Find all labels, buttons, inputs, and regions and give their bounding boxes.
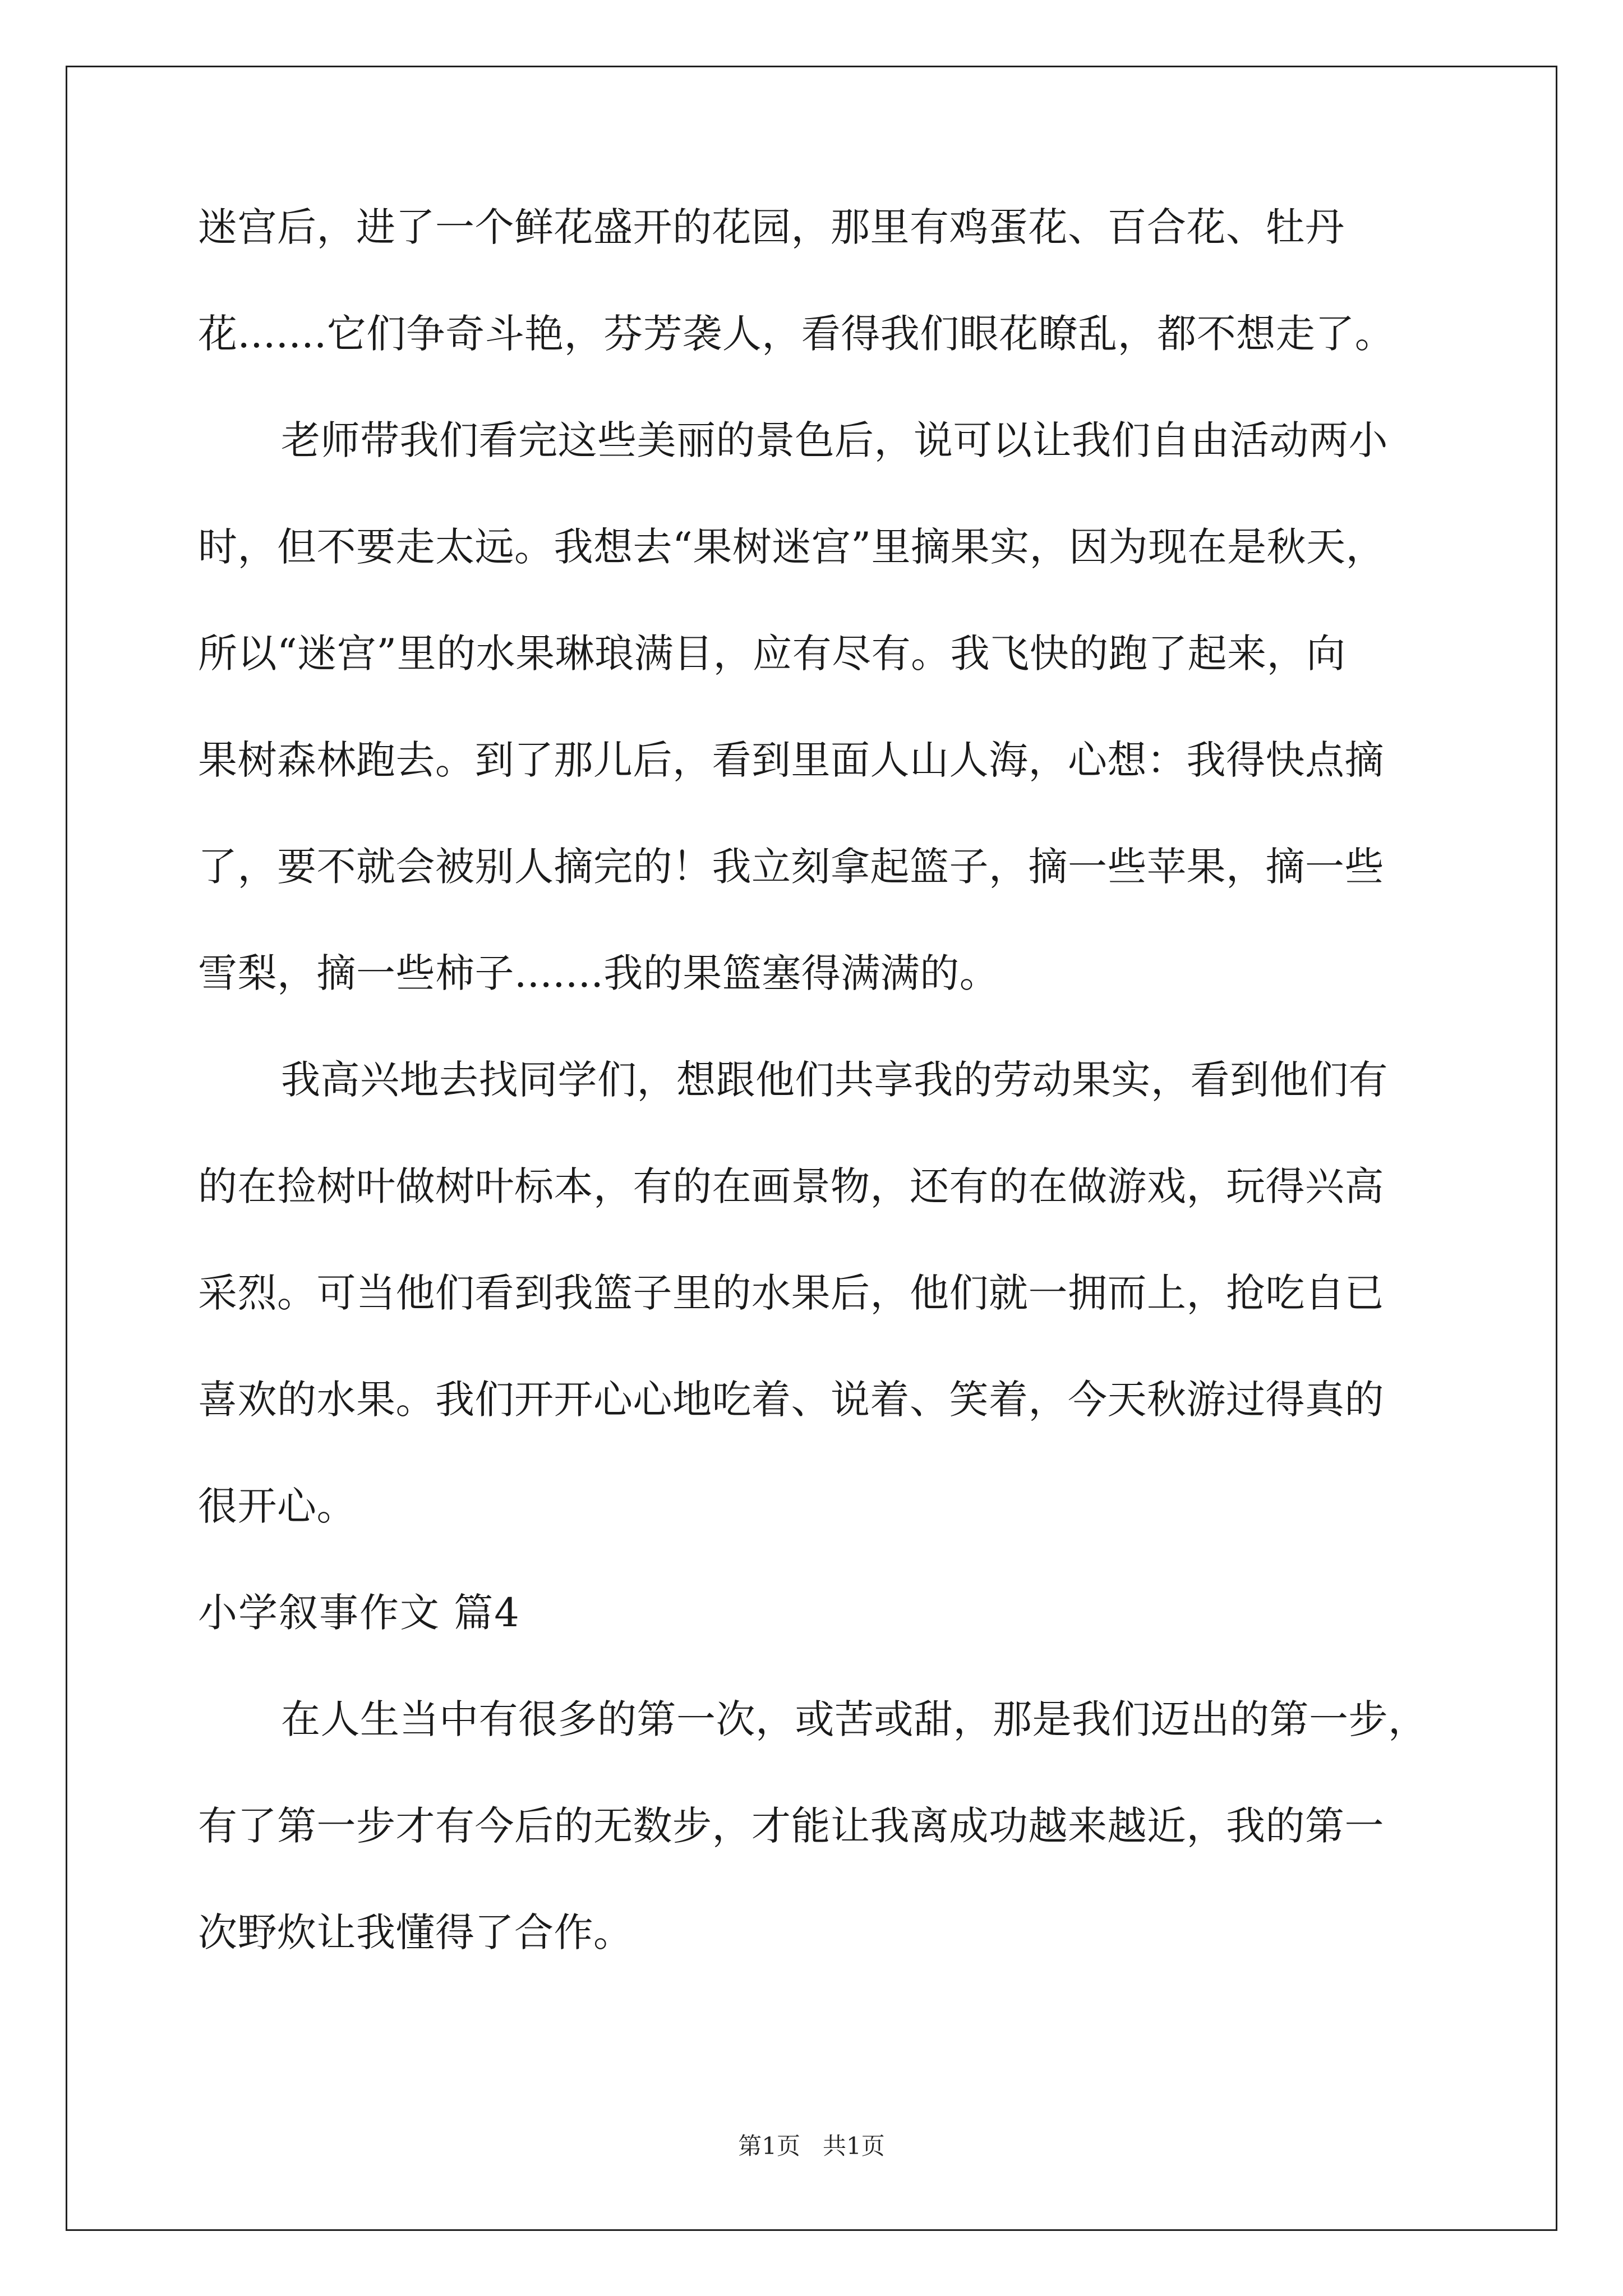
page-footer: 第1页 共1页 xyxy=(738,2132,885,2160)
text-line: 时，但不要走太远。我想去“果树迷宫”里摘果实，因为现在是秋天， xyxy=(198,524,1386,570)
section-heading: 小学叙事作文 篇4 xyxy=(198,1590,520,1636)
text-line: 迷宫后，进了一个鲜花盛开的花园，那里有鸡蛋花、百合花、牡丹 xyxy=(198,204,1345,250)
text-line: 所以“迷宫”里的水果琳琅满目，应有尽有。我飞快的跑了起来，向 xyxy=(198,631,1346,677)
paragraph-start-line: 我高兴地去找同学们，想跟他们共享我的劳动果实，看到他们有 xyxy=(281,1057,1388,1103)
paragraph-start-line: 在人生当中有很多的第一次，或苦或甜，那是我们迈出的第一步， xyxy=(281,1696,1428,1742)
text-line: 了，要不就会被别人摘完的！我立刻拿起篮子，摘一些苹果，摘一些 xyxy=(198,844,1384,890)
text-line: 雪梨，摘一些柿子.......我的果篮塞得满满的。 xyxy=(198,950,999,996)
text-line: 次野炊让我懂得了合作。 xyxy=(198,1910,633,1955)
text-line: 采烈。可当他们看到我篮子里的水果后，他们就一拥而上，抢吃自已 xyxy=(198,1270,1384,1316)
text-line: 果树森林跑去。到了那儿后，看到里面人山人海，心想：我得快点摘 xyxy=(198,737,1384,783)
text-line: 有了第一步才有今后的无数步，才能让我离成功越来越近，我的第一 xyxy=(198,1803,1384,1849)
text-line: 喜欢的水果。我们开开心心地吃着、说着、笑着，今天秋游过得真的 xyxy=(198,1377,1384,1423)
text-line: 花.......它们争奇斗艳，芬芳袭人，看得我们眼花瞭乱，都不想走了。 xyxy=(198,311,1395,357)
text-line: 的在捡树叶做树叶标本，有的在画景物，还有的在做游戏，玩得兴高 xyxy=(198,1163,1384,1209)
text-line: 很开心。 xyxy=(198,1483,356,1529)
page-border xyxy=(66,66,1557,2231)
paragraph-start-line: 老师带我们看完这些美丽的景色后，说可以让我们自由活动两小 xyxy=(281,417,1388,463)
